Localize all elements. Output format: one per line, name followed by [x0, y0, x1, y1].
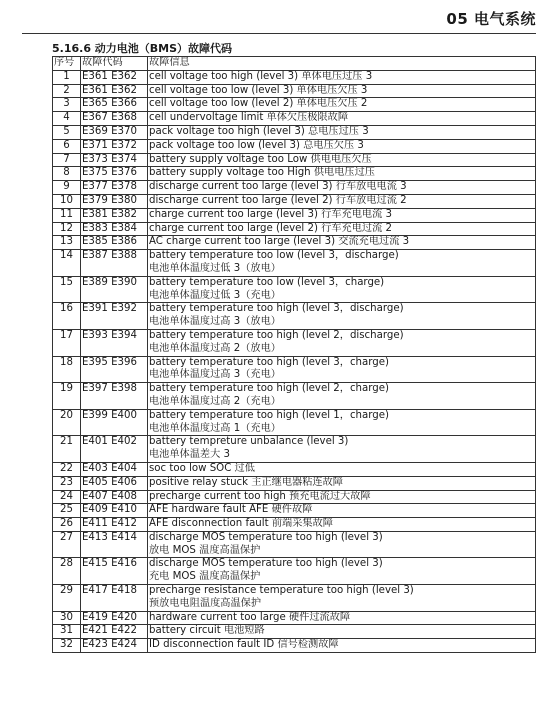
fault-code: E383 E384 — [81, 222, 148, 236]
table-header-row — [53, 57, 536, 71]
fault-code: E423 E424 — [81, 639, 148, 653]
fault-info — [148, 98, 536, 112]
fault-info-line: discharge MOS temperature too high (level 3) — [149, 531, 383, 543]
fault-code: E375 E376 — [81, 167, 148, 181]
table-row — [53, 250, 536, 277]
table-row — [53, 531, 536, 558]
fault-code: E377 E378 — [81, 181, 148, 195]
fault-info-line: discharge MOS temperature too high (level 3) — [149, 558, 383, 570]
row-index: 24 — [53, 490, 81, 504]
fault-info-line: hardware current too large 硬件过流故障 — [149, 611, 351, 623]
fault-code: E397 E398 — [81, 383, 148, 410]
row-index: 3 — [53, 98, 81, 112]
fault-info-line-cn: 放电 MOS 温度高温保护 — [149, 544, 261, 556]
fault-code: E417 E418 — [81, 585, 148, 612]
fault-code: E401 E402 — [81, 436, 148, 463]
table-row — [53, 303, 536, 330]
fault-info — [148, 70, 536, 84]
fault-info-line: battery tempreture unbalance (level 3) — [149, 436, 349, 448]
fault-info-line: AC charge current too large (level 3) 交流充电过流 3 — [149, 236, 410, 248]
table-row — [53, 236, 536, 250]
table-row — [53, 84, 536, 98]
table-row — [53, 153, 536, 167]
row-index: 7 — [53, 153, 81, 167]
fault-code: E421 E422 — [81, 625, 148, 639]
fault-code: E393 E394 — [81, 329, 148, 356]
fault-code: E369 E370 — [81, 125, 148, 139]
row-index: 5 — [53, 125, 81, 139]
table-row — [53, 383, 536, 410]
fault-info-line: battery supply voltage too Low 供电电压欠压 — [149, 153, 372, 165]
fault-info-line: pack voltage too low (level 3) 总电压欠压 3 — [149, 139, 364, 151]
fault-code: E387 E388 — [81, 250, 148, 277]
fault-info — [148, 476, 536, 490]
fault-info-line: battery temperature too high (level 3，charge) — [149, 356, 389, 368]
fault-info — [148, 625, 536, 639]
fault-info-line: battery temperature too high (level 2，charge) — [149, 383, 389, 395]
table-row — [53, 476, 536, 490]
table-row — [53, 139, 536, 153]
fault-code: E399 E400 — [81, 409, 148, 436]
fault-info-line: battery temperature too low (level 3，discharge) — [149, 250, 399, 262]
row-index: 2 — [53, 84, 81, 98]
fault-info-line: ID disconnection fault ID 信号检测故障 — [149, 639, 339, 651]
fault-info-line: discharge current too large (level 2) 行车放电过流 2 — [149, 194, 407, 206]
fault-info-line-cn: 电池单体温度过低 3（充电） — [149, 289, 281, 301]
fault-info-line-cn: 电池单体温度过低 3（放电） — [149, 262, 281, 274]
row-index: 4 — [53, 112, 81, 126]
fault-info-line-cn: 电池单体温差大 3 — [149, 449, 231, 461]
fault-info-line: AFE disconnection fault 前端采集故障 — [149, 518, 333, 530]
fault-info-line: battery supply voltage too High 供电电压过压 — [149, 167, 375, 179]
table-row — [53, 585, 536, 612]
row-index: 8 — [53, 167, 81, 181]
fault-info-line: cell voltage too low (level 2) 单体电压欠压 2 — [149, 98, 368, 110]
section-title: 5.16.6 动力电池（BMS）故障代码 — [52, 42, 233, 55]
row-index: 30 — [53, 611, 81, 625]
fault-info-line-cn: 电池单体温度过高 3（放电） — [149, 316, 281, 328]
row-index: 31 — [53, 625, 81, 639]
table-row — [53, 98, 536, 112]
fault-info — [148, 194, 536, 208]
fault-info — [148, 112, 536, 126]
fault-code: E405 E406 — [81, 476, 148, 490]
fault-info — [148, 236, 536, 250]
fault-code: E415 E416 — [81, 558, 148, 585]
fault-info — [148, 436, 536, 463]
row-index: 21 — [53, 436, 81, 463]
fault-info-line-cn: 预放电电阻温度高温保护 — [149, 597, 262, 609]
fault-info-line: precharge resistance temperature too high (level 3) — [149, 585, 414, 597]
fault-code: E373 E374 — [81, 153, 148, 167]
fault-code: E385 E386 — [81, 236, 148, 250]
chapter-title: 05 电气系统 — [446, 10, 536, 28]
fault-info — [148, 585, 536, 612]
row-index: 28 — [53, 558, 81, 585]
row-index: 12 — [53, 222, 81, 236]
column-header-code: 故障代码 — [81, 57, 148, 71]
fault-code: E413 E414 — [81, 531, 148, 558]
fault-code: E367 E368 — [81, 112, 148, 126]
fault-code-table — [52, 56, 536, 653]
fault-info-line-cn: 电池单体温度过高 3（充电） — [149, 369, 281, 381]
fault-info-line-cn: 充电 MOS 温度高温保护 — [149, 571, 261, 583]
row-index: 19 — [53, 383, 81, 410]
fault-info-line: battery temperature too high (level 3，discharge) — [149, 303, 404, 315]
header-divider — [22, 33, 536, 34]
table-row — [53, 276, 536, 303]
fault-info — [148, 84, 536, 98]
table-row — [53, 208, 536, 222]
row-index: 15 — [53, 276, 81, 303]
fault-info — [148, 208, 536, 222]
fault-code: E419 E420 — [81, 611, 148, 625]
fault-info-line: discharge current too large (level 3) 行车放电电流 3 — [149, 181, 407, 193]
fault-info — [148, 639, 536, 653]
fault-info-line: positive relay stuck 主正继电器粘连故障 — [149, 476, 343, 488]
fault-info-line: pack voltage too high (level 3) 总电压过压 3 — [149, 125, 369, 137]
column-header-index: 序号 — [53, 57, 81, 71]
fault-info — [148, 531, 536, 558]
row-index: 6 — [53, 139, 81, 153]
fault-info-line: charge current too large (level 3) 行车充电电流 3 — [149, 208, 393, 220]
table-row — [53, 125, 536, 139]
fault-info — [148, 167, 536, 181]
table-row — [53, 167, 536, 181]
row-index: 11 — [53, 208, 81, 222]
table-row — [53, 518, 536, 532]
fault-info — [148, 250, 536, 277]
fault-info-line: cell undervoltage limit 单体欠压极限故障 — [149, 112, 349, 124]
row-index: 10 — [53, 194, 81, 208]
row-index: 1 — [53, 70, 81, 84]
table-row — [53, 436, 536, 463]
fault-code: E379 E380 — [81, 194, 148, 208]
fault-info-line: charge current too large (level 2) 行车充电过流 2 — [149, 222, 393, 234]
table-row — [53, 70, 536, 84]
row-index: 29 — [53, 585, 81, 612]
table-row — [53, 611, 536, 625]
fault-info-line: battery temperature too high (level 1，charge) — [149, 409, 389, 421]
table-row — [53, 639, 536, 653]
row-index: 26 — [53, 518, 81, 532]
fault-code: E395 E396 — [81, 356, 148, 383]
row-index: 18 — [53, 356, 81, 383]
table-row — [53, 181, 536, 195]
fault-info — [148, 558, 536, 585]
row-index: 22 — [53, 462, 81, 476]
row-index: 27 — [53, 531, 81, 558]
fault-code: E365 E366 — [81, 98, 148, 112]
fault-info — [148, 462, 536, 476]
table-row — [53, 329, 536, 356]
table-row — [53, 490, 536, 504]
fault-info-line: cell voltage too low (level 3) 单体电压欠压 3 — [149, 84, 368, 96]
row-index: 20 — [53, 409, 81, 436]
row-index: 9 — [53, 181, 81, 195]
fault-info-line: precharge current too high 预充电流过大故障 — [149, 490, 371, 502]
fault-info — [148, 222, 536, 236]
fault-code: E407 E408 — [81, 490, 148, 504]
fault-info — [148, 504, 536, 518]
table-row — [53, 194, 536, 208]
fault-info — [148, 356, 536, 383]
table-row — [53, 558, 536, 585]
row-index: 32 — [53, 639, 81, 653]
fault-code: E391 E392 — [81, 303, 148, 330]
fault-code: E361 E362 — [81, 84, 148, 98]
fault-info-line-cn: 电池单体温度过高 1（充电） — [149, 422, 281, 434]
column-header-info: 故障信息 — [148, 57, 536, 71]
row-index: 23 — [53, 476, 81, 490]
fault-info-line: battery temperature too high (level 2，discharge) — [149, 329, 404, 341]
fault-info-line: cell voltage too high (level 3) 单体电压过压 3 — [149, 70, 373, 82]
fault-info-line: battery temperature too low (level 3，charge) — [149, 276, 385, 288]
fault-info — [148, 125, 536, 139]
table-row — [53, 222, 536, 236]
table-row — [53, 504, 536, 518]
fault-code: E389 E390 — [81, 276, 148, 303]
row-index: 17 — [53, 329, 81, 356]
fault-code: E381 E382 — [81, 208, 148, 222]
row-index: 13 — [53, 236, 81, 250]
fault-info — [148, 303, 536, 330]
fault-info — [148, 611, 536, 625]
fault-code: E411 E412 — [81, 518, 148, 532]
row-index: 14 — [53, 250, 81, 277]
fault-info-line-cn: 电池单体温度过高 2（充电） — [149, 395, 281, 407]
fault-info — [148, 383, 536, 410]
fault-info — [148, 490, 536, 504]
fault-info-line-cn: 电池单体温度过高 2（放电） — [149, 342, 281, 354]
fault-info-line: AFE hardware fault AFE 硬件故障 — [149, 504, 313, 516]
fault-info — [148, 409, 536, 436]
table-row — [53, 356, 536, 383]
row-index: 16 — [53, 303, 81, 330]
table-row — [53, 409, 536, 436]
row-index: 25 — [53, 504, 81, 518]
fault-info — [148, 518, 536, 532]
fault-info — [148, 329, 536, 356]
fault-code: E409 E410 — [81, 504, 148, 518]
fault-info — [148, 181, 536, 195]
table-row — [53, 625, 536, 639]
fault-info-line: soc too low SOC 过低 — [149, 462, 255, 474]
fault-info — [148, 276, 536, 303]
fault-info — [148, 139, 536, 153]
table-row — [53, 112, 536, 126]
fault-code: E403 E404 — [81, 462, 148, 476]
fault-info — [148, 153, 536, 167]
fault-code: E371 E372 — [81, 139, 148, 153]
fault-info-line: battery circuit 电池短路 — [149, 625, 265, 637]
table-row — [53, 462, 536, 476]
fault-code: E361 E362 — [81, 70, 148, 84]
